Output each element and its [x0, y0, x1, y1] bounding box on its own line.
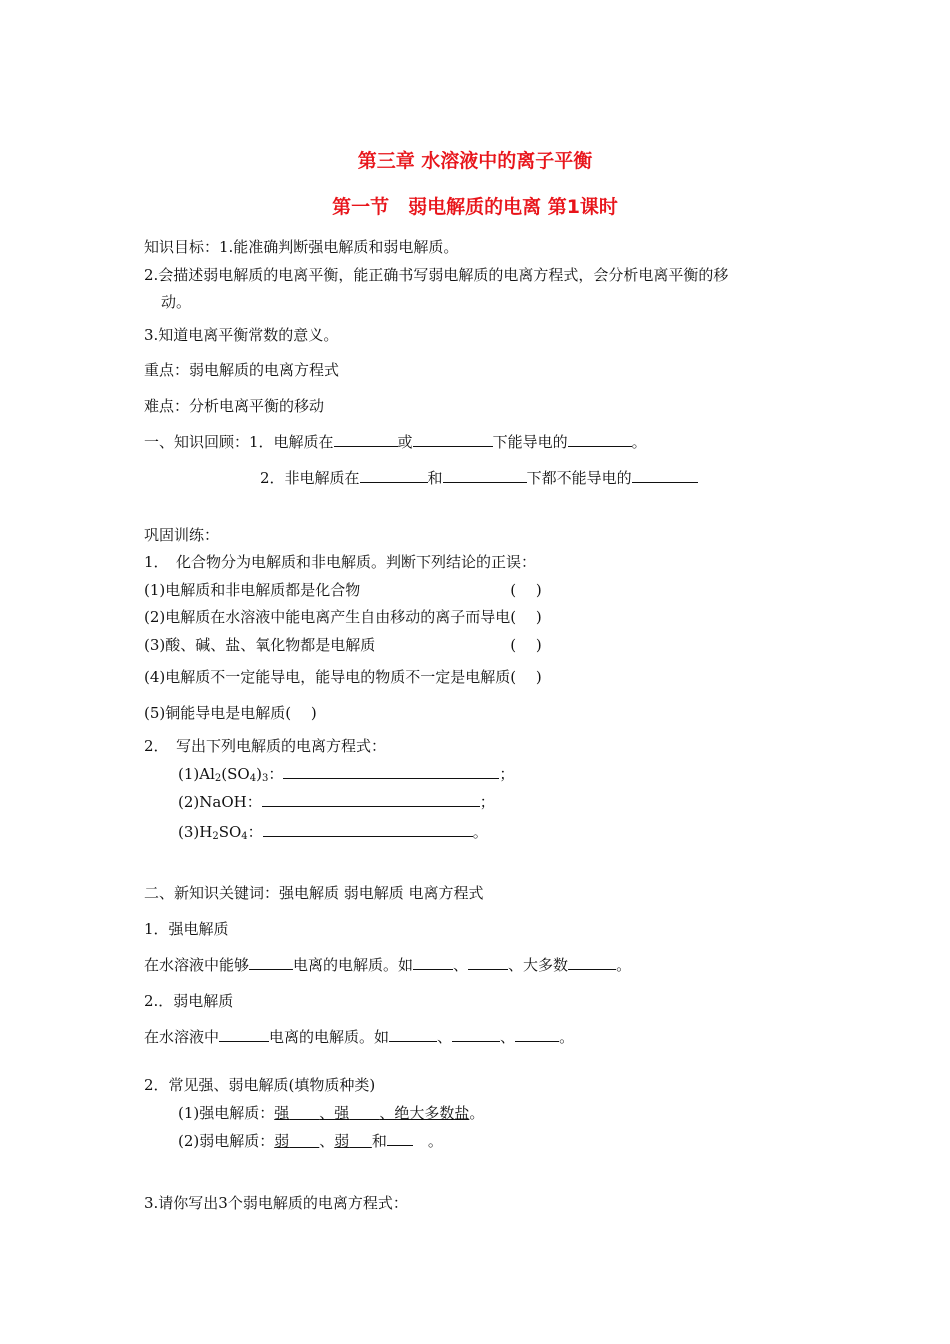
fill-blank[interactable]	[632, 467, 698, 483]
fill-blank[interactable]	[452, 1026, 500, 1042]
eq-text: (2)NaOH：	[178, 793, 262, 811]
review-text: 一、知识回顾：1．电解质在	[144, 433, 334, 451]
judge-item: (5)铜能导电是电解质( )	[144, 704, 317, 722]
question-3: 3.请你写出3个弱电解质的电离方程式：	[144, 1194, 408, 1212]
fill-blank[interactable]	[515, 1026, 559, 1042]
def-text: 、	[500, 1028, 516, 1046]
answer-blank[interactable]	[283, 763, 499, 779]
key-point: 重点：弱电解质的电离方程式	[144, 361, 340, 379]
eq-text: SO	[218, 823, 242, 841]
def-text: 在水溶液中	[144, 1028, 220, 1046]
goal-1: 知识目标：1.能准确判断强电解质和弱电解质。	[144, 238, 459, 256]
fill-blank[interactable]	[387, 1130, 413, 1146]
weak-types	[178, 1130, 443, 1151]
judge-item: (3)酸、碱、盐、氧化物都是电解质 ( )	[144, 636, 542, 654]
judge-item: (4)电解质不一定能导电，能导电的物质不一定是电解质( )	[144, 668, 542, 686]
strong-electrolyte-def	[144, 954, 631, 975]
underlined-answer	[334, 1132, 372, 1150]
eq-sub: 2	[214, 773, 222, 784]
eq-text: (SO	[221, 765, 250, 783]
def-text: 和	[371, 1132, 387, 1150]
goal-2-cont: 动。	[161, 293, 192, 311]
answer-blank[interactable]	[262, 791, 480, 807]
answer-text: 强	[274, 1104, 290, 1122]
def-text: 在水溶液中能够	[144, 956, 250, 974]
def-text: 电离的电解质。如	[269, 1028, 390, 1046]
review-text: 下都不能导电的	[526, 469, 632, 487]
eq-sub: 3	[261, 773, 269, 784]
chapter-title: 第三章 水溶液中的离子平衡	[357, 150, 593, 172]
goal-3: 3.知道电离平衡常数的意义。	[144, 326, 339, 344]
review-text: 。	[631, 433, 647, 451]
fill-blank[interactable]	[468, 954, 508, 970]
equation-2	[178, 791, 495, 812]
underlined-answer	[274, 1132, 319, 1150]
common-electrolytes-title: 2．常见强、弱电解质(填物质种类)	[144, 1076, 376, 1094]
fill-blank[interactable]	[568, 954, 616, 970]
review-line-1	[144, 431, 647, 452]
question-2: 2． 写出下列电解质的电离方程式：	[144, 737, 387, 755]
eq-text: ；	[479, 793, 495, 811]
fill-blank[interactable]	[389, 1026, 437, 1042]
answer-text: 、绝大多数盐	[379, 1104, 470, 1122]
def-text: 电离的电解质。如	[293, 956, 414, 974]
review-line-2	[260, 467, 698, 488]
strong-types	[178, 1102, 484, 1123]
answer-blank[interactable]	[263, 821, 473, 837]
new-knowledge-heading: 二、新知识关键词：强电解质 弱电解质 电离方程式	[144, 884, 484, 902]
weak-electrolyte-title: 2.．弱电解质	[144, 992, 234, 1010]
fill-blank[interactable]	[219, 1026, 269, 1042]
equation-3	[178, 821, 488, 842]
practice-heading: 巩固训练：	[144, 526, 220, 544]
question-1: 1． 化合物分为电解质和非电解质。判断下列结论的正误：	[144, 553, 537, 571]
judge-item: (2)电解质在水溶液中能电离产生自由移动的离子而导电( )	[144, 608, 542, 626]
judge-item: (1)电解质和非电解质都是化合物 ( )	[144, 581, 542, 599]
answer-text: 弱	[274, 1132, 290, 1150]
eq-sub: 4	[241, 831, 248, 842]
eq-text: ：	[268, 765, 284, 783]
def-text: (2)弱电解质：	[178, 1132, 275, 1150]
section-title: 第一节 弱电解质的电离 第1课时	[332, 196, 618, 218]
fill-blank[interactable]	[413, 954, 453, 970]
def-text: 、大多数	[508, 956, 569, 974]
fill-blank[interactable]	[443, 467, 527, 483]
eq-text: )	[256, 765, 262, 783]
def-text: 、	[453, 956, 469, 974]
def-text: 、	[437, 1028, 453, 1046]
equation-1	[178, 763, 514, 784]
weak-electrolyte-def	[144, 1026, 574, 1047]
eq-sub: 2	[212, 831, 219, 842]
def-text: 。	[469, 1104, 485, 1122]
fill-blank[interactable]	[360, 467, 428, 483]
review-text: 或	[397, 433, 413, 451]
fill-blank[interactable]	[249, 954, 293, 970]
answer-text: 、强	[319, 1104, 350, 1122]
difficult-point: 难点：分析电离平衡的移动	[144, 397, 325, 415]
def-text: 。	[616, 956, 632, 974]
underlined-answer	[274, 1104, 469, 1122]
fill-blank[interactable]	[413, 431, 493, 447]
review-text: 和	[427, 469, 443, 487]
review-text: 2．非电解质在	[260, 469, 360, 487]
review-text: 下能导电的	[492, 433, 568, 451]
def-text: 、	[319, 1132, 335, 1150]
answer-text: 弱	[334, 1132, 350, 1150]
fill-blank[interactable]	[334, 431, 398, 447]
fill-blank[interactable]	[568, 431, 632, 447]
eq-text: 。	[472, 823, 488, 841]
eq-sub: 4	[249, 773, 257, 784]
def-text: 。	[427, 1132, 443, 1150]
goal-2: 2.会描述弱电解质的电离平衡，能正确书写弱电解质的电离方程式，会分析电离平衡的移	[144, 266, 729, 284]
def-text: 。	[559, 1028, 575, 1046]
eq-text: (1)Al	[178, 765, 215, 783]
def-text: (1)强电解质：	[178, 1104, 275, 1122]
eq-text: ；	[499, 765, 515, 783]
eq-text: (3)H	[178, 823, 213, 841]
strong-electrolyte-title: 1．强电解质	[144, 920, 229, 938]
eq-text: ：	[247, 823, 263, 841]
